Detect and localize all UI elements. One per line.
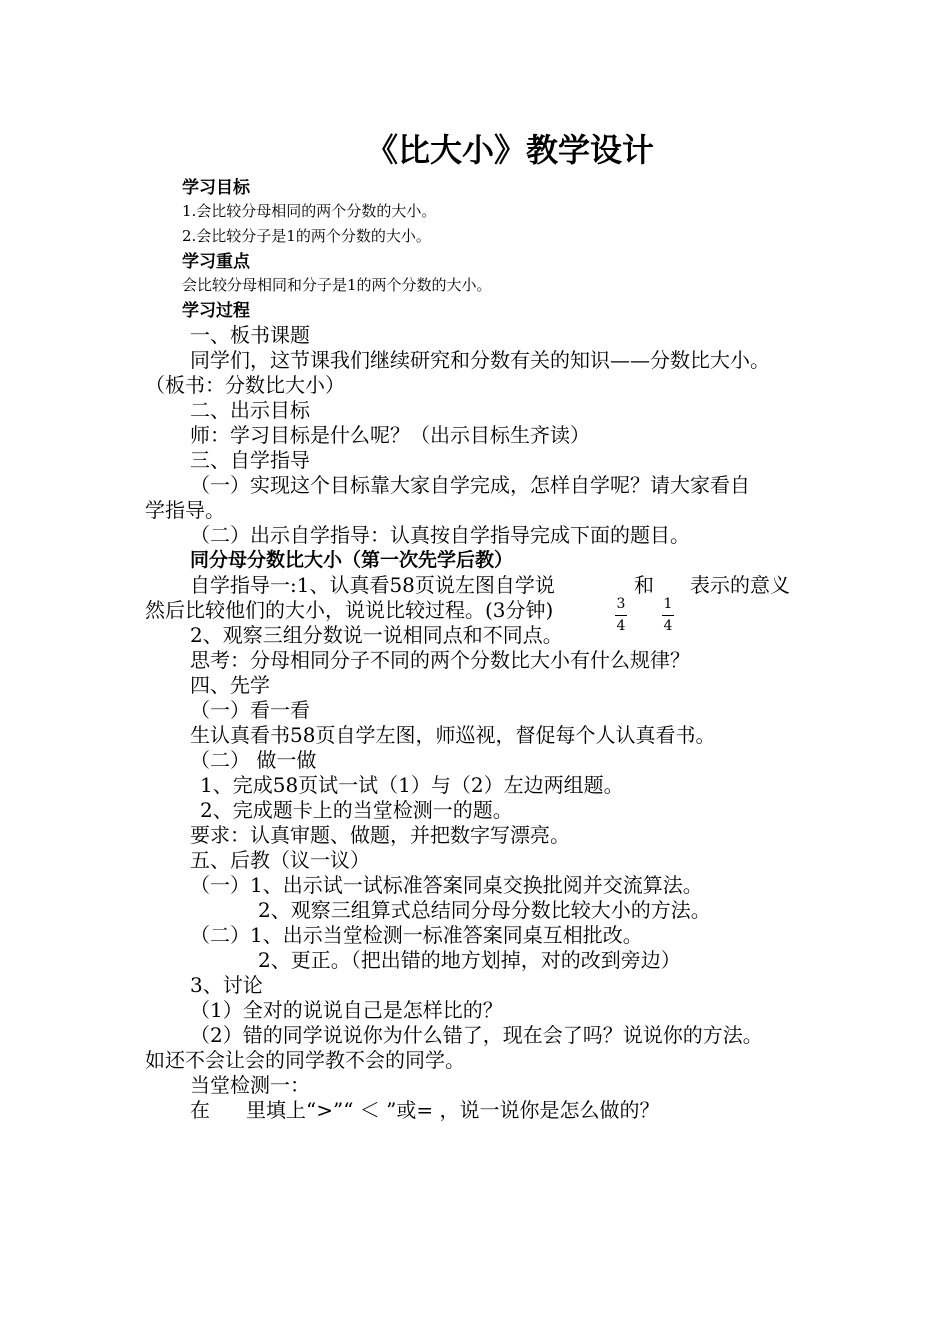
goal-item-1: 1.会比较分母相同的两个分数的大小。 — [182, 202, 437, 220]
paragraph-line: 当堂检测一： — [190, 1073, 310, 1097]
focus-heading: 学习重点 — [182, 252, 250, 272]
fraction-bar — [662, 615, 674, 616]
paragraph-word: 在 — [190, 1098, 210, 1122]
paragraph-line: （板书：分数比大小） — [145, 373, 345, 397]
paragraph-line: 2、完成题卡上的当堂检测一的题。 — [200, 798, 513, 822]
step-5-heading: 五、后教（议一议） — [190, 848, 370, 872]
paragraph-line: （二） 做一做 — [190, 748, 317, 772]
paragraph-line: （一）实现这个目标靠大家自学完成，怎样自学呢？请大家看自 — [190, 473, 750, 497]
step-3-heading: 三、自学指导 — [190, 448, 310, 472]
step-1-heading: 一、板书课题 — [190, 323, 310, 347]
document-title: 《比大小》教学设计 — [365, 131, 654, 169]
paragraph-line: （二）出示自学指导：认真按自学指导完成下面的题目。 — [190, 523, 690, 547]
subsection-heading: 同分母分数比大小（第一次先学后教） — [190, 549, 514, 571]
paragraph-line: （二）1、出示当堂检测一标准答案同桌互相批改。 — [190, 923, 643, 947]
fraction-denominator: 4 — [663, 618, 673, 634]
paragraph-line: 生认真看书58页自学左图，师巡视，督促每个人认真看书。 — [190, 723, 716, 747]
paragraph-line: 学指导。 — [145, 498, 225, 522]
paragraph-line: （2）错的同学说说你为什么错了，现在会了吗？说说你的方法。 — [190, 1023, 763, 1047]
fraction-numerator: 3 — [616, 596, 626, 612]
paragraph-line: 思考：分母相同分子不同的两个分数比大小有什么规律？ — [190, 648, 690, 672]
goal-item-2: 2.会比较分子是1的两个分数的大小。 — [182, 227, 431, 245]
fraction-one-quarter — [660, 596, 676, 634]
paragraph-line: 要求：认真审题、做题，并把数字写漂亮。 — [190, 823, 570, 847]
paragraph-word: 和 — [634, 573, 654, 597]
paragraph-line: 里填上“>”“ ＜ ”或= ，说一说你是怎么做的？ — [246, 1098, 660, 1122]
paragraph-line: （一）1、出示试一试标准答案同桌交换批阅并交流算法。 — [190, 873, 703, 897]
paragraph-line: 2、观察三组算式总结同分母分数比较大小的方法。 — [258, 898, 711, 922]
fraction-denominator: 4 — [616, 618, 626, 634]
fraction-numerator: 1 — [663, 596, 673, 612]
paragraph-line: 1、完成58页试一试（1）与（2）左边两组题。 — [200, 773, 624, 797]
fraction-bar — [615, 615, 627, 616]
focus-text: 会比较分母相同和分子是1的两个分数的大小。 — [182, 276, 492, 294]
paragraph-line: 表示的意义 — [690, 573, 790, 597]
fraction-three-quarters — [613, 596, 629, 634]
paragraph-line: （一）看一看 — [190, 698, 310, 722]
paragraph-line: 2、更正。（把出错的地方划掉，对的改到旁边） — [258, 948, 681, 972]
paragraph-line: （1）全对的说说自己是怎样比的？ — [190, 998, 503, 1022]
paragraph-line: 同学们，这节课我们继续研究和分数有关的知识——分数比大小。 — [190, 348, 770, 372]
paragraph-line: 如还不会让会的同学教不会的同学。 — [145, 1048, 465, 1072]
process-heading: 学习过程 — [182, 301, 250, 321]
paragraph-line: 师：学习目标是什么呢？（出示目标生齐读） — [190, 423, 590, 447]
paragraph-line: 2、观察三组分数说一说相同点和不同点。 — [190, 623, 563, 647]
paragraph-line: 自学指导一:1、认真看58页说左图自学说 — [190, 573, 555, 597]
paragraph-line: 3、讨论 — [190, 973, 263, 997]
goal-heading: 学习目标 — [182, 178, 250, 198]
step-4-heading: 四、先学 — [190, 673, 270, 697]
paragraph-line: 然后比较他们的大小，说说比较过程。(3分钟) — [145, 598, 554, 622]
step-2-heading: 二、出示目标 — [190, 398, 310, 422]
